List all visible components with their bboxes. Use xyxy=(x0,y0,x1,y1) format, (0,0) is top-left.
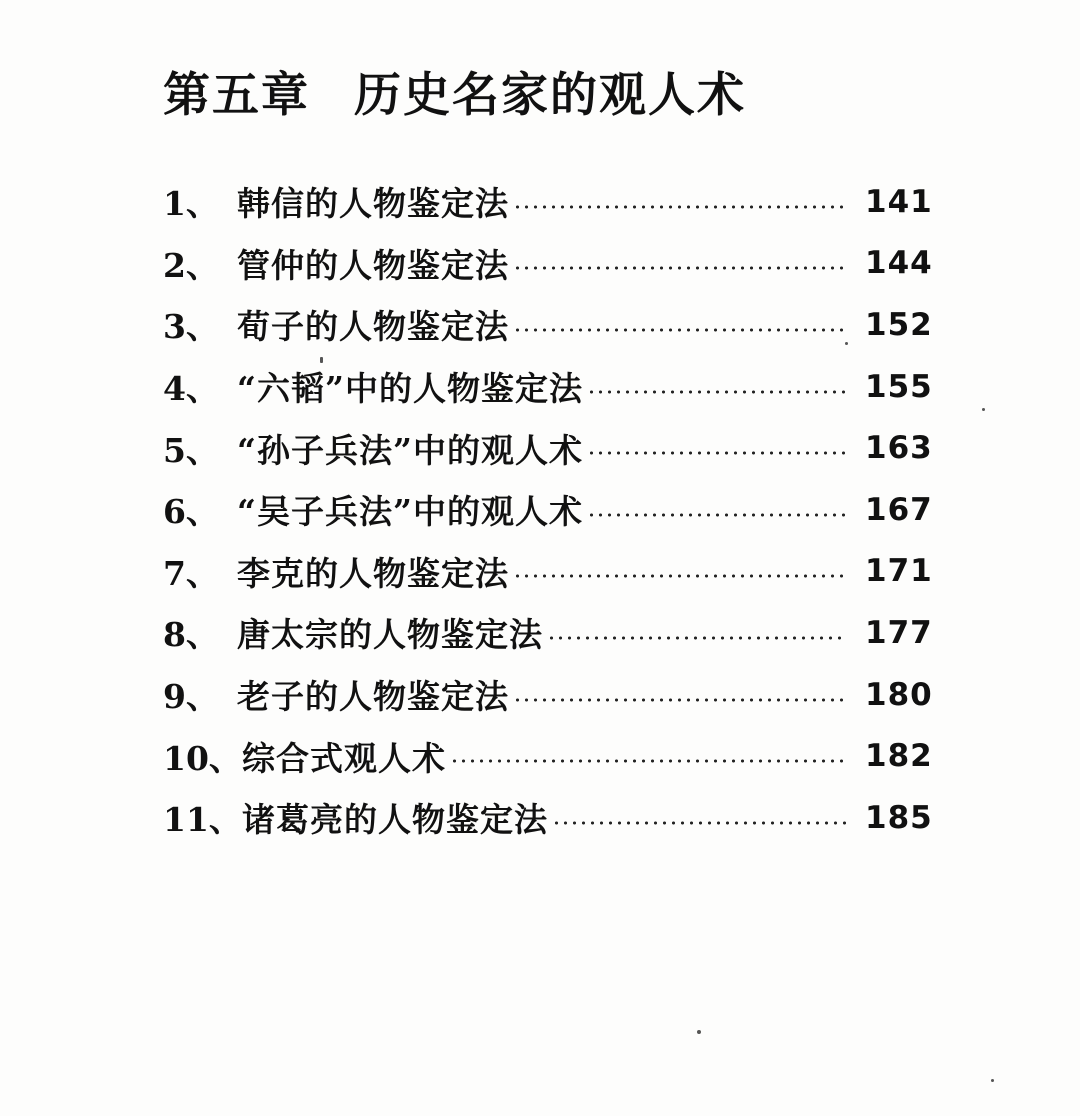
toc-entry-number: 7、 xyxy=(163,553,219,593)
toc-entry-page: 152 xyxy=(865,306,933,343)
dot-leader xyxy=(587,513,847,517)
toc-entry-page: 163 xyxy=(865,430,933,467)
toc-entry[interactable] xyxy=(163,294,933,356)
toc-entry-page: 144 xyxy=(865,245,933,282)
toc-entry-title: 综合式观人术 xyxy=(241,738,446,778)
toc-entry-number: 8、 xyxy=(163,615,219,655)
toc-entry[interactable] xyxy=(163,541,933,603)
dot-leader xyxy=(450,759,847,763)
toc-entry-title: 荀子的人物鉴定法 xyxy=(237,307,509,347)
scan-speck xyxy=(320,357,323,363)
toc-entry-number: 1、 xyxy=(163,184,219,224)
toc-entry-title: 管仲的人物鉴定法 xyxy=(237,245,509,285)
toc-entry-title: 李克的人物鉴定法 xyxy=(237,553,509,593)
table-of-contents xyxy=(163,171,933,849)
dot-leader xyxy=(547,636,847,640)
toc-entry-page: 167 xyxy=(865,491,933,528)
dot-leader xyxy=(513,328,847,332)
dot-leader xyxy=(513,574,847,578)
toc-entry[interactable] xyxy=(163,233,933,295)
toc-entry[interactable] xyxy=(163,787,933,849)
scan-speck xyxy=(982,408,985,411)
toc-entry-page: 141 xyxy=(865,183,933,220)
toc-entry-number: 9、 xyxy=(163,677,219,717)
toc-entry-page: 185 xyxy=(865,799,933,836)
dot-leader xyxy=(552,821,847,825)
toc-entry-number: 5、 xyxy=(163,430,219,470)
toc-entry-number: 11、 xyxy=(163,800,242,840)
toc-entry-title: “六韬”中的人物鉴定法 xyxy=(237,369,583,409)
chapter-title-text: 历史名家的观人术 xyxy=(354,68,746,123)
toc-entry-title: 韩信的人物鉴定法 xyxy=(237,184,509,224)
scan-speck xyxy=(991,1079,994,1082)
toc-entry[interactable] xyxy=(163,356,933,418)
toc-entry-title: “吴子兵法”中的观人术 xyxy=(237,492,583,532)
toc-entry-title: 老子的人物鉴定法 xyxy=(237,677,509,717)
chapter-heading xyxy=(163,66,746,126)
toc-entry[interactable] xyxy=(163,664,933,726)
toc-entry-page: 180 xyxy=(865,676,933,713)
toc-entry-number: 6、 xyxy=(163,492,219,532)
scan-speck xyxy=(845,342,848,345)
toc-entry-number: 4、 xyxy=(163,369,219,409)
dot-leader xyxy=(587,451,847,455)
toc-entry[interactable] xyxy=(163,171,933,233)
toc-entry-page: 177 xyxy=(865,614,933,651)
dot-leader xyxy=(513,698,847,702)
dot-leader xyxy=(513,266,847,270)
toc-entry-number: 3、 xyxy=(163,307,219,347)
toc-entry-page: 171 xyxy=(865,553,933,590)
scan-speck xyxy=(697,1030,701,1034)
toc-entry[interactable] xyxy=(163,725,933,787)
toc-entry-number: 2、 xyxy=(163,245,219,285)
toc-entry-number: 10、 xyxy=(163,738,242,778)
toc-entry-page: 182 xyxy=(865,738,933,775)
toc-entry-title: “孙子兵法”中的观人术 xyxy=(237,430,583,470)
toc-entry[interactable] xyxy=(163,602,933,664)
chapter-number: 第五章 xyxy=(163,68,310,123)
toc-entry[interactable] xyxy=(163,417,933,479)
toc-entry[interactable] xyxy=(163,479,933,541)
dot-leader xyxy=(513,205,847,209)
toc-entry-title: 唐太宗的人物鉴定法 xyxy=(237,615,543,655)
toc-entry-title: 诸葛亮的人物鉴定法 xyxy=(241,800,548,840)
toc-entry-page: 155 xyxy=(865,368,933,405)
dot-leader xyxy=(587,390,847,394)
